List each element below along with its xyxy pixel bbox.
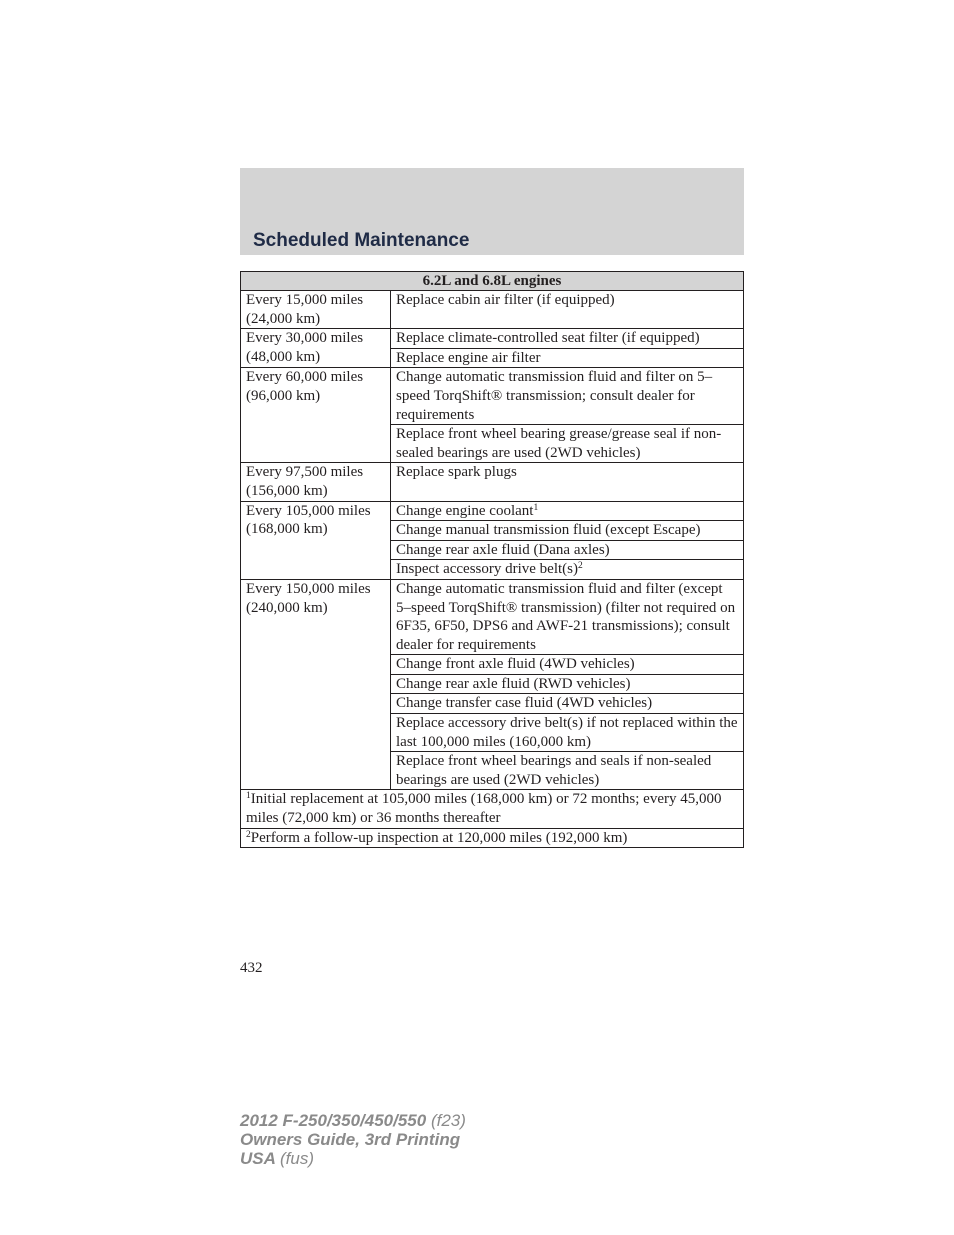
task-text: Replace front wheel bearing grease/grease seal if non-sealed bearings are used (2WD vehicles): [396, 426, 722, 461]
task-cell: [391, 463, 744, 501]
footer-line-2: Owners Guide, 3rd Printing: [240, 1130, 461, 1149]
task-cell: [391, 579, 744, 654]
task-text: Replace accessory drive belt(s) if not replaced within the last 100,000 miles (160,000 km): [396, 715, 738, 750]
table-row: [241, 329, 744, 349]
task-text: Inspect accessory drive belt(s): [396, 561, 579, 578]
footer-line-1: [240, 1111, 466, 1130]
task-cell: [391, 540, 744, 560]
footer-model: 2012 F-250/350/450/550: [240, 1111, 427, 1130]
section-header: [240, 168, 744, 255]
task-cell: [391, 348, 744, 368]
table-row: [241, 501, 744, 521]
task-text: Change manual transmission fluid (except Escape): [396, 522, 701, 539]
footnote-row: [241, 790, 744, 828]
table-row: [241, 579, 744, 654]
task-cell: [391, 714, 744, 752]
table-row: [241, 291, 744, 329]
task-text: Change engine coolant: [396, 502, 534, 519]
footnote-text: Initial replacement at 105,000 miles (168,000 km) or 72 months; every 45,000 miles (72,000 km) or 36 months thereafter: [246, 791, 722, 827]
page-number: 432: [240, 960, 263, 976]
interval-cell: Every 97,500 miles (156,000 km): [241, 463, 391, 501]
table-heading: 6.2L and 6.8L engines: [241, 272, 744, 291]
task-cell: [391, 694, 744, 714]
task-cell: [391, 501, 744, 521]
interval-cell: Every 30,000 miles (48,000 km): [241, 329, 391, 368]
footnote-cell: [241, 790, 744, 828]
task-cell: [391, 752, 744, 790]
interval-cell: Every 60,000 miles (96,000 km): [241, 368, 391, 463]
task-cell: [391, 674, 744, 694]
task-text: Replace front wheel bearings and seals if non-sealed bearings are used (2WD vehicles): [396, 753, 712, 788]
table-heading-row: [241, 272, 744, 291]
table-row: [241, 463, 744, 501]
footer-market: USA: [240, 1149, 276, 1168]
task-text: Change front axle fluid (4WD vehicles): [396, 656, 635, 673]
table-row: [241, 368, 744, 425]
task-text: Replace cabin air filter (if equipped): [396, 292, 615, 308]
task-text: Replace engine air filter: [396, 349, 541, 366]
footnote-text: Perform a follow-up inspection at 120,000 miles (192,000 km): [250, 829, 628, 846]
task-text: Change rear axle fluid (Dana axles): [396, 541, 610, 558]
footnote-cell: [241, 828, 744, 848]
task-text: Replace spark plugs: [396, 464, 517, 481]
task-cell: [391, 329, 744, 349]
task-cell: [391, 655, 744, 675]
interval-cell: Every 150,000 miles (240,000 km): [241, 579, 391, 790]
task-cell: [391, 291, 744, 329]
footer-model-code: (f23): [430, 1111, 466, 1130]
footer-market-code: (fus): [280, 1149, 314, 1168]
interval-cell: Every 105,000 miles (168,000 km): [241, 501, 391, 579]
footnote-mark: 1: [533, 502, 539, 513]
task-cell: [391, 521, 744, 541]
task-cell: [391, 560, 744, 580]
task-text: Change rear axle fluid (RWD vehicles): [396, 675, 631, 692]
task-text: Replace climate-controlled seat filter (if equipped): [396, 330, 700, 347]
task-text: Change transfer case fluid (4WD vehicles): [396, 695, 653, 712]
footnote-mark: 2: [578, 561, 583, 572]
footnote-mark: 1: [246, 791, 251, 802]
footnote-mark: 2: [246, 829, 251, 840]
document-footer: [240, 1111, 466, 1168]
task-text: Change automatic transmission fluid and filter on 5–speed TorqShift® transmission; consult dealer for requirements: [396, 369, 713, 423]
task-cell: [391, 368, 744, 425]
section-title: Scheduled Maintenance: [253, 230, 470, 251]
maintenance-table: [240, 271, 744, 848]
footnote-row: [241, 828, 744, 848]
interval-cell: Every 15,000 miles (24,000 km): [241, 291, 391, 329]
task-text: Change automatic transmission fluid and filter (except 5–speed TorqShift® transmission) (filter not required on 6F35, 6F50, DPS6 and AWF-21 transmissions); consult dealer for requirements: [396, 580, 736, 653]
task-cell: [391, 425, 744, 463]
footer-line-3: [240, 1149, 466, 1168]
